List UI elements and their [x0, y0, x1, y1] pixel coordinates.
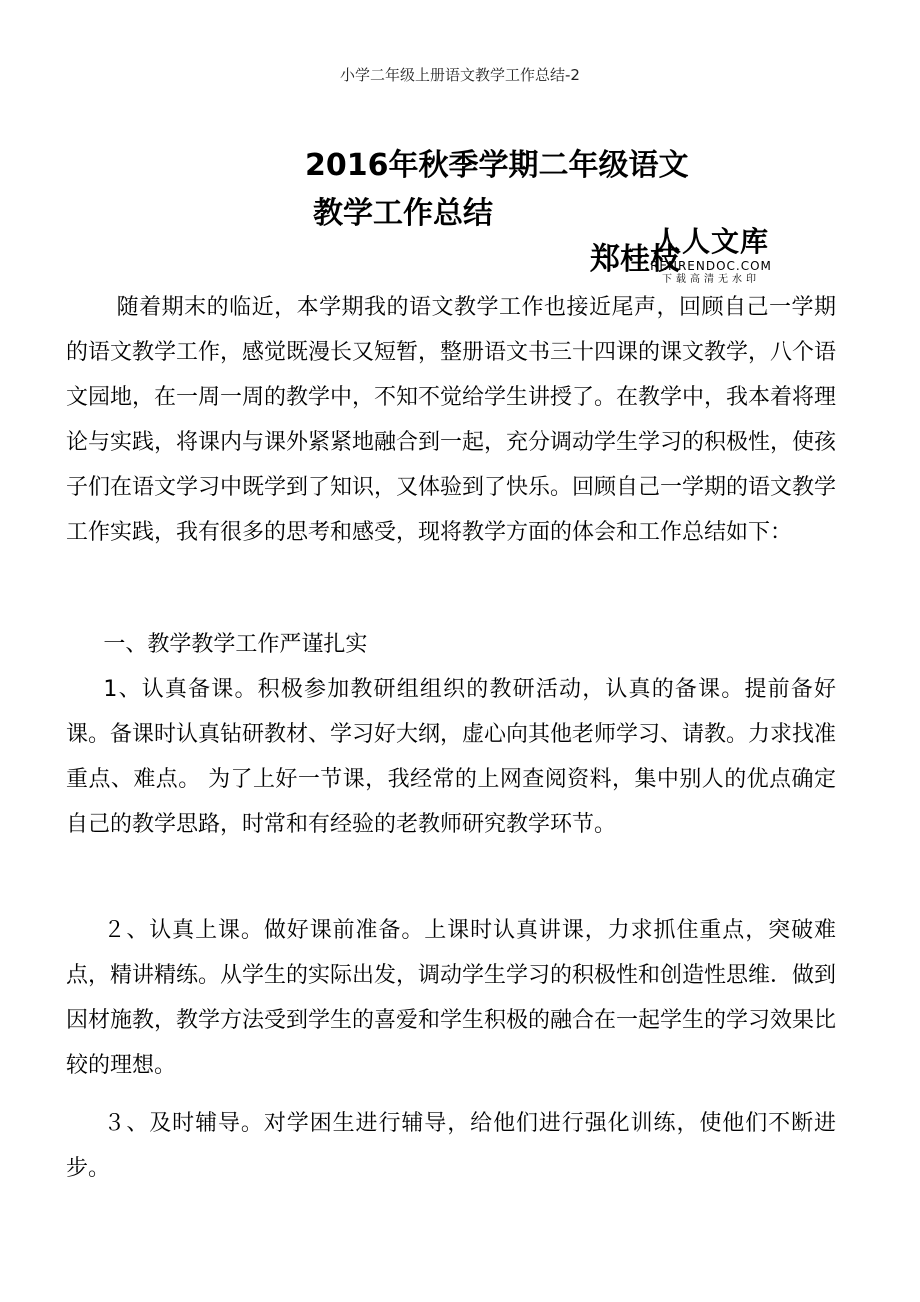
intro-paragraph: 随着期末的临近，本学期我的语文教学工作也接近尾声，回顾自己一学期的语文教学工作，感觉既漫长又短暂，整册语文书三十四课的课文教学，八个语文园地，在一周一周的教学中，不知不觉给学生讲授了。在教学中，我本着将理论与实践，将课内与课外紧紧地融合到一起，充分调动学生学习的积极性，使孩子们在语文学习中既学到了知识，又体验到了快乐。回顾自己一学期的语文教学工作实践，我有很多的思考和感受，现将教学方面的体会和工作总结如下：: [66, 295, 837, 545]
item-paragraph-1: 1、认真备课。积极参加教研组组织的教研活动，认真的备课。提前备好课。备课时认真钻研教材、学习好大纲，虚心向其他老师学习、请教。力求找准重点、难点。 为了上好一节课，我经常的上网查阅资料，集中别人的优点确定自己的教学思路，时常和有经验的老教师研究教学环节。: [66, 677, 837, 837]
section-heading: 一、教学教学工作严谨扎实: [103, 632, 368, 657]
document-subtitle: 教学工作总结: [313, 196, 493, 231]
watermark-domain: RENRENDOC.COM: [650, 259, 772, 273]
item-paragraph-3: ３、及时辅导。对学困生进行辅导，给他们进行强化训练，使他们不断进步。: [66, 1111, 836, 1181]
watermark-name: 人人文库: [652, 225, 769, 258]
author-name: 郑桂枝: [590, 242, 680, 277]
watermark-logo: [648, 226, 774, 286]
item-paragraph-2: ２、认真上课。做好课前准备。上课时认真讲课，力求抓住重点，突破难点，精讲精练。从学生的实际出发，调动学生学习的积极性和创造性思维．做到因材施教，教学方法受到学生的喜爱和学生积极的融合在一起学生的学习效果比较的理想。: [66, 918, 837, 1078]
document-title: 2016年秋季学期二年级语文: [305, 148, 689, 183]
running-header: 小学二年级上册语文教学工作总结-2: [340, 66, 580, 84]
watermark-tagline: 下载高清无水印: [662, 274, 760, 285]
